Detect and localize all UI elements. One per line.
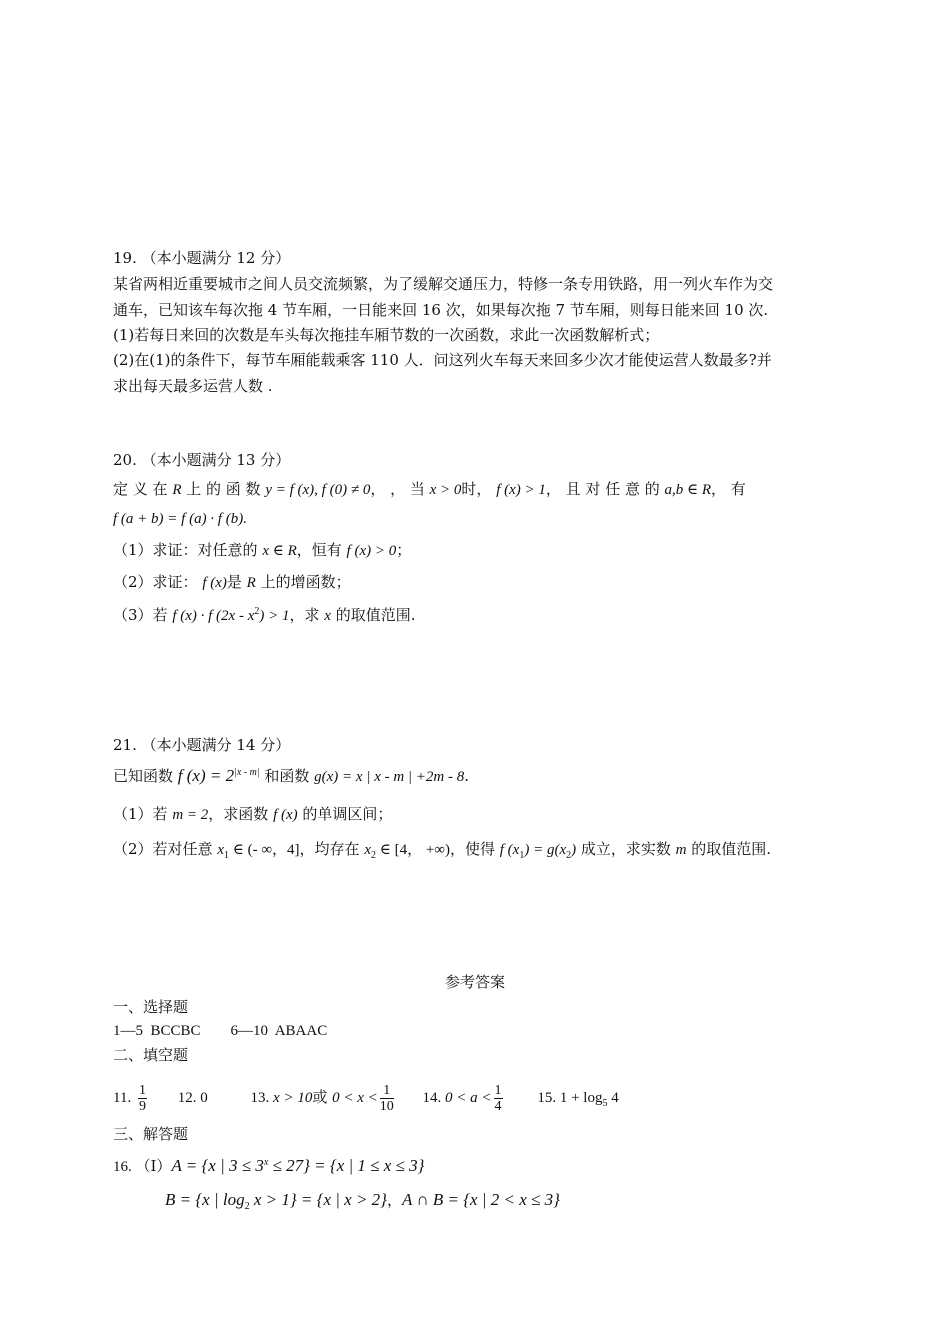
q21-math: m = 2: [172, 807, 209, 823]
q19-line1: 某省两相近重要城市之间人员交流频繁，为了缓解交通压力，特修一条专用铁路，用一列火车作为交: [113, 275, 774, 293]
q20-math: f (a + b) = f (a) · f (b).: [113, 511, 247, 527]
q20-math: ) > 1: [259, 608, 290, 624]
q20-math: R: [172, 482, 182, 498]
q20-math: y = f (x), f (0) ≠ 0: [265, 482, 371, 498]
answer-15-math: 1 + log: [559, 1090, 603, 1106]
answer-13-text: 或: [312, 1088, 333, 1106]
q21-text: .: [464, 767, 470, 785]
q20-text: 是: [226, 573, 247, 591]
q20-part1: [113, 540, 411, 561]
q20-text: 上 的 函 数: [181, 480, 266, 498]
q20-math: f (x) > 0: [346, 543, 397, 559]
answer-13-math: x > 10: [273, 1090, 313, 1106]
q21-math: x: [217, 842, 224, 858]
q21-part1: [113, 804, 392, 825]
answer-11-label: 11.: [113, 1090, 132, 1106]
q21-text: ，使得: [449, 840, 500, 858]
answer-13-label: 13.: [250, 1090, 274, 1106]
q20-exponent: 2: [254, 606, 260, 617]
q20-text: （3）若: [113, 606, 173, 624]
q20-text: 的取值范围.: [330, 606, 416, 624]
q20-text: ， 且 对 任 意 的: [545, 480, 665, 498]
q20-part3: [113, 605, 415, 626]
q21-math: m: [675, 842, 687, 858]
answer-16-math: x > 1} = {x | x > 2}: [249, 1190, 387, 1209]
answer-15-label: 15.: [537, 1090, 560, 1106]
q20-text: ；: [396, 541, 412, 559]
q20-math: f (x) > 1: [496, 482, 546, 498]
q20-math: R: [246, 575, 256, 591]
section-solutions: 三、解答题: [113, 1125, 189, 1143]
q21-math: ): [571, 842, 577, 858]
q21-text: 成立，求实数: [576, 840, 676, 858]
q21-text: （2）若对任意: [113, 840, 218, 858]
fraction-denominator: 9: [138, 1098, 146, 1114]
fraction-numerator: 1: [380, 1083, 394, 1099]
q21-subscript: 1: [223, 850, 229, 861]
answer-15-math: 4: [607, 1090, 619, 1106]
answer-16-label: 16. （Ⅰ）: [113, 1159, 172, 1175]
q20-text: （1）求证：对任意的: [113, 541, 263, 559]
q21-subscript: 2: [566, 850, 572, 861]
q20-part2: [113, 572, 351, 593]
q20-text: ， 有: [711, 480, 746, 498]
fraction-numerator: 1: [494, 1082, 502, 1098]
answer-16-exponent: x: [263, 1157, 269, 1168]
answers-title: 参考答案: [444, 973, 505, 991]
q19-line4: (2)在(1)的条件下，每节车厢能载乘客 110 人．问这列火车每天来回多少次才能使运营人数最多?并: [113, 351, 772, 369]
answer-11-fraction: [138, 1083, 147, 1114]
answer-16-math: A = {x | 3 ≤ 3: [171, 1156, 264, 1175]
q21-text: 已知函数: [113, 767, 178, 785]
q21-line1: [113, 766, 469, 787]
q21-math: f (x) = 2: [177, 766, 235, 785]
choice-answers: 1—5 BCCBC 6—10 ABAAC: [113, 1023, 328, 1039]
q21-math: x: [364, 842, 371, 858]
q20-text: ， ， 当: [370, 480, 430, 498]
q20-line2: [113, 508, 247, 529]
q20-text: ，恒有: [296, 541, 347, 559]
answer-15-subscript: 5: [602, 1098, 608, 1109]
answer-13-math: 0 < x <: [332, 1090, 378, 1106]
answer-16-math: ≤ 27} = {x | 1 ≤ x ≤ 3}: [268, 1156, 425, 1175]
q20-text: 时，: [461, 480, 497, 498]
answer-16-math: A ∩ B = {x | 2 < x ≤ 3}: [402, 1190, 560, 1209]
fill-answers: [113, 1078, 619, 1116]
q20-math: f (x): [202, 575, 227, 591]
fraction-denominator: 10: [379, 1098, 394, 1114]
q21-subscript: 1: [519, 850, 525, 861]
answer-12: 12. 0: [177, 1090, 208, 1106]
q21-math: ) = g(x: [524, 842, 567, 858]
q21-math: f (x): [273, 807, 298, 823]
answer-14-label: 14.: [422, 1090, 446, 1106]
q21-math: ∈ (- ∞，4]: [228, 842, 300, 858]
q21-text: 和函数: [259, 767, 315, 785]
q20-math: x ∈ R: [262, 543, 297, 559]
section-choice: 一、选择题: [113, 998, 189, 1016]
answer-13-fraction: [380, 1083, 394, 1114]
q20-text: 上的增函数；: [255, 573, 351, 591]
q20-text: （2）求证：: [113, 573, 203, 591]
q19-line2: 通车，已知该车每次拖 4 节车厢，一日能来回 16 次，如果每次拖 7 节车厢，则每日能来回 10 次.: [113, 301, 769, 319]
answer-16-text: ，: [386, 1191, 402, 1209]
q21-text: ，求函数: [208, 805, 274, 823]
q21-text: 的单调区间；: [297, 805, 393, 823]
q21-text: （1）若: [113, 805, 173, 823]
answer-14-fraction: [494, 1083, 503, 1114]
q21-text: 的取值范围.: [686, 840, 772, 858]
q21-text: ，均存在: [299, 840, 365, 858]
q20-math: x: [324, 608, 331, 624]
section-fill: 二、填空题: [113, 1046, 189, 1064]
q20-line1: [113, 479, 746, 500]
q20-math: x > 0: [429, 482, 462, 498]
answer-16-math: B = {x | log: [165, 1190, 245, 1209]
q21-part2: [113, 839, 771, 860]
q21-math: f (x: [499, 842, 520, 858]
q20-math: a,b ∈ R: [664, 482, 712, 498]
q19-header: 19. （本小题满分 12 分）: [113, 249, 291, 267]
q21-subscript: 2: [370, 850, 376, 861]
q20-header: 20. （本小题满分 13 分）: [113, 451, 291, 469]
fraction-denominator: 4: [494, 1098, 502, 1114]
fraction-numerator: 1: [138, 1082, 146, 1098]
q21-math: ∈ [4， +∞): [375, 842, 450, 858]
q20-math: f (x) · f (2x - x: [172, 608, 255, 624]
answer-16-line1: [113, 1156, 424, 1177]
q21-exponent: |x - m|: [234, 767, 260, 778]
q21-header: 21. （本小题满分 14 分）: [113, 736, 291, 754]
answer-16-subscript: 2: [244, 1201, 250, 1212]
q20-text: 定 义 在: [113, 480, 173, 498]
answer-14-math: 0 < a <: [445, 1090, 492, 1106]
q19-line5: 求出每天最多运营人数 .: [113, 377, 273, 395]
q20-text: ，求: [289, 606, 325, 624]
q19-line3: (1)若每日来回的次数是车头每次拖挂车厢节数的一次函数，求此一次函数解析式；: [113, 326, 660, 344]
answer-16-line2: [165, 1190, 560, 1210]
q21-math: g(x) = x | x - m | +2m - 8: [314, 769, 465, 785]
